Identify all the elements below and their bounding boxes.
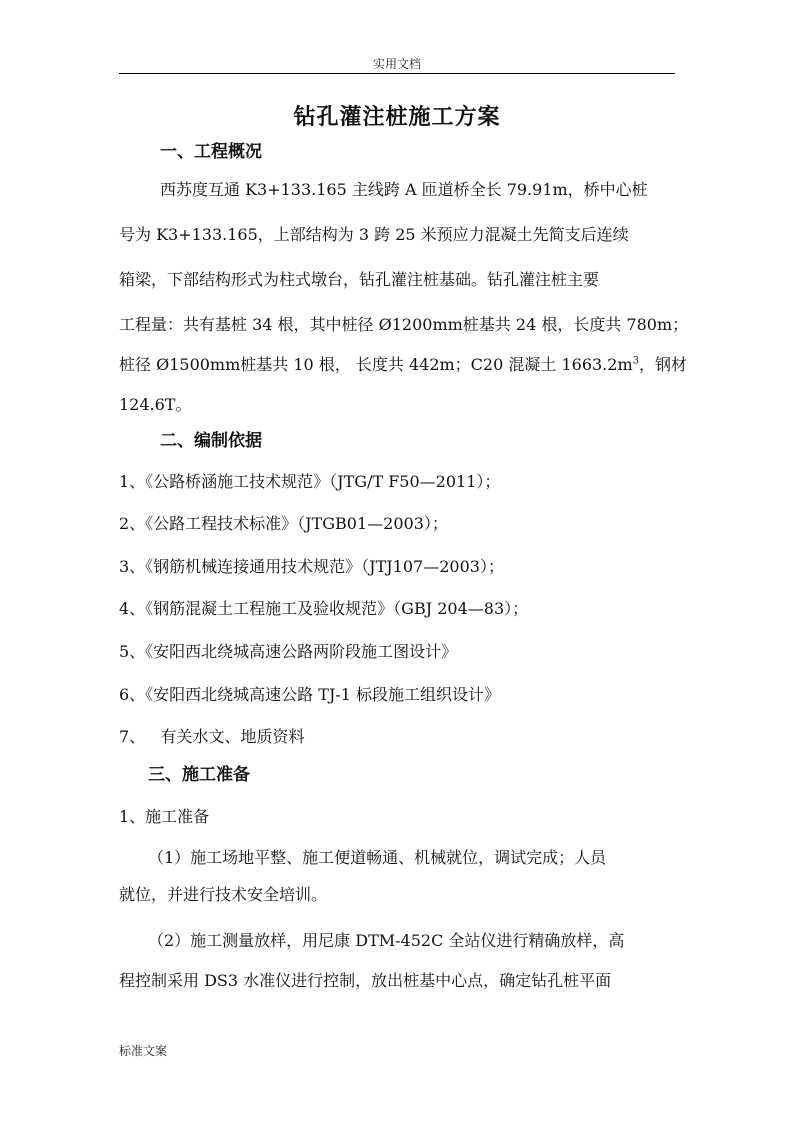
paragraph-line: （1）施工场地平整、施工便道畅通、机械就位，调试完成；人员: [148, 848, 607, 867]
paragraph-line: （2）施工测量放样，用尼康 DTM-452C 全站仪进行精确放样，高: [148, 931, 625, 950]
document-title: 钻孔灌注桩施工方案: [293, 104, 501, 130]
section-heading-overview: 一、工程概况: [160, 142, 262, 162]
list-item: 2、《公路工程技术标准》（JTGB01—2003）；: [119, 514, 448, 533]
page-footer: 标准文案: [119, 1044, 168, 1058]
paragraph-line: 就位，并进行技术安全培训。: [119, 885, 328, 904]
paragraph-line: 箱梁，下部结构形式为柱式墩台，钻孔灌注桩基础。钻孔灌注桩主要: [119, 270, 600, 289]
paragraph-line: [119, 353, 687, 377]
header-divider: [119, 73, 675, 74]
page-header: 实用文档: [372, 57, 421, 71]
superscript: 3: [632, 355, 639, 367]
line-text: ，钢材: [639, 355, 688, 374]
list-item: 7、 有关水文、地质资料: [119, 727, 305, 746]
paragraph-line: 程控制采用 DS3 水准仪进行控制，放出桩基中心点，确定钻孔桩平面: [119, 971, 612, 990]
paragraph-line: 号为 K3+133.165，上部结构为 3 跨 25 米预应力混凝土先简支后连续: [119, 225, 629, 244]
line-text: 桩径 Ø1500mm桩基共 10 根， 长度共 442m；C20 混凝土 1663.2m: [119, 355, 633, 374]
paragraph-line: 工程量：共有基桩 34 根，其中桩径 Ø1200mm桩基共 24 根，长度共 780m；: [119, 315, 689, 334]
list-item: 5、《安阳西北绕城高速公路两阶段施工图设计》: [119, 642, 458, 661]
section-heading-basis: 二、编制依据: [160, 431, 262, 451]
list-item: 6、《安阳西北绕城高速公路 TJ-1 标段施工组织设计》: [119, 685, 501, 704]
list-item: 3、《钢筋机械连接通用技术规范》（JTJ107—2003）；: [119, 557, 504, 576]
list-item: 1、《公路桥涵施工技术规范》（JTG/T F50—2011）；: [119, 472, 501, 491]
subsection-heading: 1、施工准备: [119, 807, 210, 826]
list-item: 4、《钢筋混凝土工程施工及验收规范》（GBJ 204—83）；: [119, 599, 529, 618]
paragraph-line: 西苏度互通 K3+133.165 主线跨 A 匝道桥全长 79.91m，桥中心桩: [160, 180, 648, 199]
section-heading-preparation: 三、施工准备: [148, 765, 250, 785]
paragraph-line: 124.6T。: [119, 395, 192, 414]
